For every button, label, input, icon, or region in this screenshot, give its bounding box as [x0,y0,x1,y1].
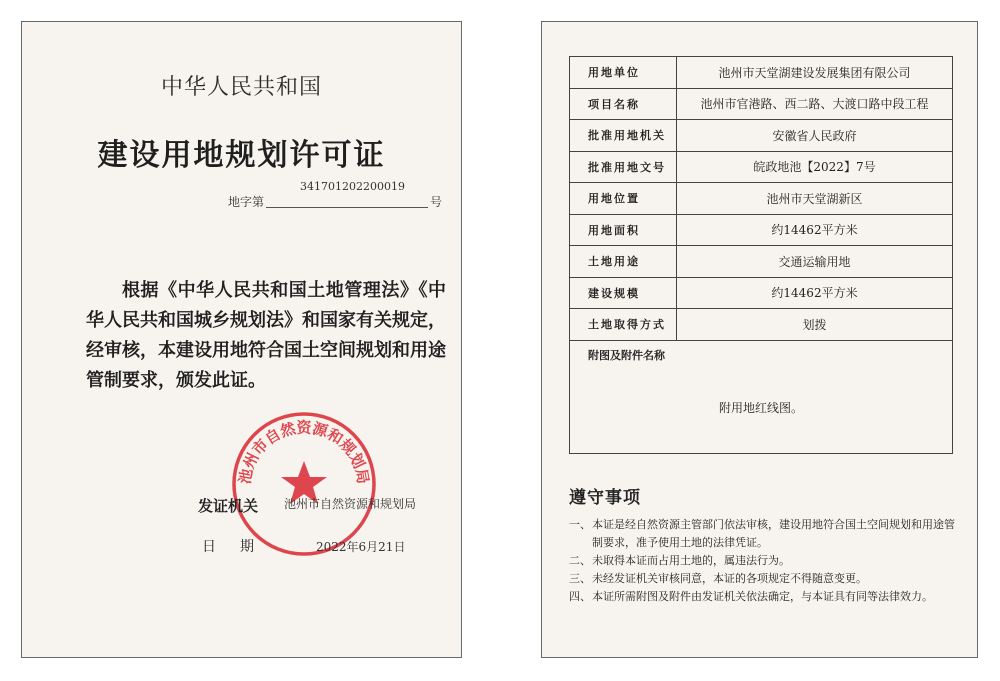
notice-text: 本证是经自然资源主管部门依法审核，建设用地符合国土空间规划和用途管制要求，准予使用土地的法律凭证。 [592,518,955,549]
row-label: 用地单位 [570,57,677,89]
attachments-label: 附图及附件名称 [588,348,665,362]
certificate-number-line [228,193,442,210]
certificate-cover-page [21,21,462,658]
list-item [569,516,964,552]
row-label: 项目名称 [570,88,677,120]
row-value: 划拨 [677,309,953,341]
seal-lettering: 池州市自然资源和规划局 [235,418,373,486]
row-value: 皖政地池【2022】7号 [677,151,953,183]
certificate-number: 341701202200019 [300,180,405,193]
row-value: 约14462平方米 [677,277,953,309]
list-item [569,552,964,570]
issuer-value: 池州市自然资源和规划局 [284,497,417,511]
table-row [570,183,953,215]
notice-text: 未经发证机关审核同意，本证的各项规定不得随意变更。 [592,572,867,585]
table-row [570,214,953,246]
row-value: 安徽省人民政府 [677,120,953,152]
table-row [570,88,953,120]
row-label: 用地位置 [570,183,677,215]
attachments-value: 附用地红线图。 [718,400,803,415]
attachments-cell [570,340,953,453]
table-row [570,151,953,183]
table-row [570,309,953,341]
table-row [570,246,953,278]
cert-prefix: 地字第 [228,195,265,209]
table-row [570,277,953,309]
certificate-title: 建设用地规划许可证 [97,138,386,173]
row-label: 批准用地文号 [570,151,677,183]
row-label: 用地面积 [570,214,677,246]
certificate-details-page [541,21,978,658]
row-label: 建设规模 [570,277,677,309]
cert-suffix: 号 [430,195,443,209]
issue-date: 2022年6月21日 [316,540,406,554]
row-label: 土地用途 [570,246,677,278]
notice-number: 三、 [569,572,591,585]
issuer-label: 发证机关 [198,497,259,515]
list-item [569,570,964,588]
notice-title: 遵守事项 [569,488,641,508]
notice-list [569,516,964,606]
row-value: 池州市天堂湖建设发展集团有限公司 [677,57,953,89]
notice-number: 二、 [569,554,591,567]
row-value: 池州市官港路、西二路、大渡口路中段工程 [677,88,953,120]
date-label: 日期 [202,539,278,555]
row-value: 池州市天堂湖新区 [677,183,953,215]
attachments-row [570,340,953,453]
notice-number: 四、 [569,590,591,603]
row-label: 土地取得方式 [570,309,677,341]
legal-basis-paragraph: 根据《中华人民共和国土地管理法》《中华人民共和国城乡规划法》和国家有关规定，经审核，本建设用地符合国土空间规划和用途管制要求，颁发此证。 [86,280,446,391]
row-value: 约14462平方米 [677,214,953,246]
notice-text: 未取得本证而占用土地的，属违法行为。 [592,554,790,567]
notice-text: 本证所需附图及附件由发证机关依法确定，与本证具有同等法律效力。 [592,590,933,603]
table-row [570,120,953,152]
land-info-table [569,56,953,454]
list-item [569,588,964,606]
country-name: 中华人民共和国 [160,75,322,100]
table-row [570,57,953,89]
row-label: 批准用地机关 [570,120,677,152]
cert-number-blank [266,195,428,208]
row-value: 交通运输用地 [677,246,953,278]
notice-number: 一、 [569,518,591,531]
